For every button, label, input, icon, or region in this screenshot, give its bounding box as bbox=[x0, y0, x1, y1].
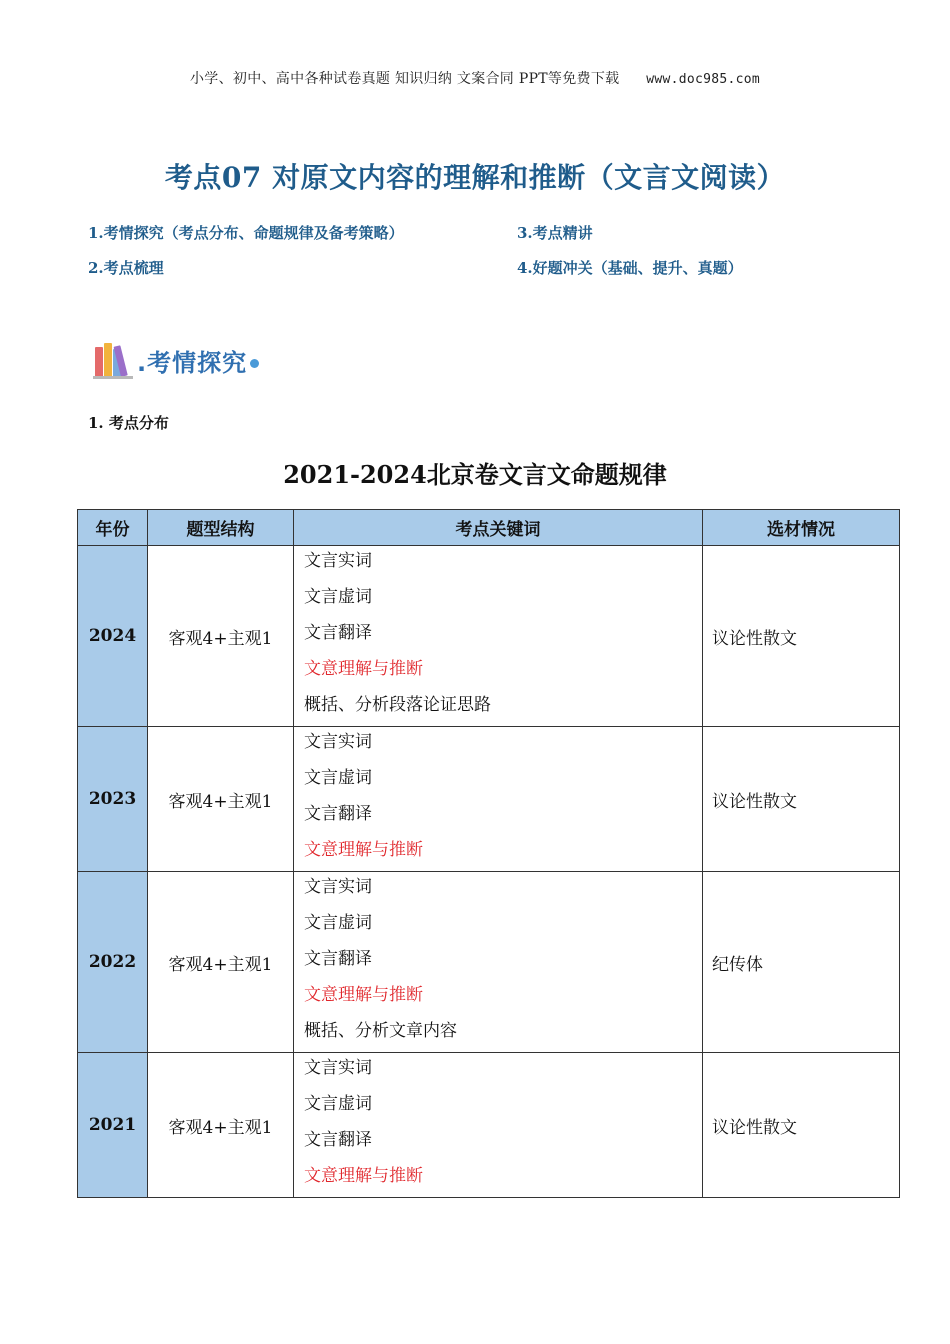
page-title: 考点07 对原文内容的理解和推断（文言文阅读） bbox=[164, 161, 786, 194]
keyword-item: 文言实词 bbox=[304, 1058, 372, 1078]
keyword-item: 文言翻译 bbox=[304, 949, 372, 969]
toc-item-2[interactable]: 2.考点梳理 bbox=[88, 259, 164, 277]
column-header-structure: 题型结构 bbox=[148, 510, 294, 546]
structure-cell: 客观4+主观1 bbox=[148, 727, 294, 872]
material-cell: 纪传体 bbox=[703, 872, 900, 1053]
table-row bbox=[78, 546, 900, 727]
keyword-item: 文言虚词 bbox=[304, 1094, 372, 1114]
header-url[interactable]: www.doc985.com bbox=[646, 72, 760, 87]
table-row bbox=[78, 1053, 900, 1198]
keyword-highlight: 文意理解与推断 bbox=[304, 659, 423, 679]
section-banner bbox=[93, 338, 259, 382]
table-row bbox=[78, 872, 900, 1053]
table-header-row bbox=[78, 510, 900, 546]
year-cell: 2023 bbox=[78, 727, 148, 872]
column-header-keywords: 考点关键词 bbox=[294, 510, 703, 546]
keyword-item: 概括、分析段落论证思路 bbox=[304, 695, 491, 715]
material-cell: 议论性散文 bbox=[703, 727, 900, 872]
structure-cell: 客观4+主观1 bbox=[148, 872, 294, 1053]
year-cell: 2024 bbox=[78, 546, 148, 727]
banner-dot-icon bbox=[250, 359, 259, 368]
table-title: 2021-2024北京卷文言文命题规律 bbox=[283, 460, 667, 489]
keyword-highlight: 文意理解与推断 bbox=[304, 840, 423, 860]
column-header-material: 选材情况 bbox=[703, 510, 900, 546]
toc-item-1[interactable]: 1.考情探究（考点分布、命题规律及备考策略） bbox=[88, 224, 404, 242]
exam-pattern-table bbox=[77, 509, 900, 1198]
keyword-highlight: 文意理解与推断 bbox=[304, 1166, 423, 1186]
banner-title: .考情探究 bbox=[137, 348, 248, 377]
keyword-item: 文言翻译 bbox=[304, 623, 372, 643]
keywords-cell bbox=[294, 1053, 703, 1198]
keyword-item: 文言虚词 bbox=[304, 768, 372, 788]
keyword-item: 文言实词 bbox=[304, 551, 372, 571]
header-text: 小学、初中、高中各种试卷真题 知识归纳 文案合同 PPT等免费下载 bbox=[190, 71, 620, 87]
year-cell: 2021 bbox=[78, 1053, 148, 1198]
column-header-year: 年份 bbox=[78, 510, 148, 546]
keyword-item: 文言翻译 bbox=[304, 804, 372, 824]
structure-cell: 客观4+主观1 bbox=[148, 546, 294, 727]
keyword-item: 文言虚词 bbox=[304, 913, 372, 933]
keyword-item: 文言实词 bbox=[304, 732, 372, 752]
material-cell: 议论性散文 bbox=[703, 546, 900, 727]
toc-item-3[interactable]: 3.考点精讲 bbox=[517, 224, 593, 242]
books-icon bbox=[93, 341, 133, 379]
keyword-item: 文言虚词 bbox=[304, 587, 372, 607]
keywords-cell bbox=[294, 727, 703, 872]
keywords-cell bbox=[294, 546, 703, 727]
keyword-item: 文言翻译 bbox=[304, 1130, 372, 1150]
keyword-item: 文言实词 bbox=[304, 877, 372, 897]
year-cell: 2022 bbox=[78, 872, 148, 1053]
section-label: 1. 考点分布 bbox=[88, 414, 169, 432]
structure-cell: 客观4+主观1 bbox=[148, 1053, 294, 1198]
keyword-item: 概括、分析文章内容 bbox=[304, 1021, 457, 1041]
material-cell: 议论性散文 bbox=[703, 1053, 900, 1198]
toc-item-4[interactable]: 4.好题冲关（基础、提升、真题） bbox=[517, 259, 743, 277]
keywords-cell bbox=[294, 872, 703, 1053]
keyword-highlight: 文意理解与推断 bbox=[304, 985, 423, 1005]
page-header bbox=[0, 68, 950, 88]
table-row bbox=[78, 727, 900, 872]
